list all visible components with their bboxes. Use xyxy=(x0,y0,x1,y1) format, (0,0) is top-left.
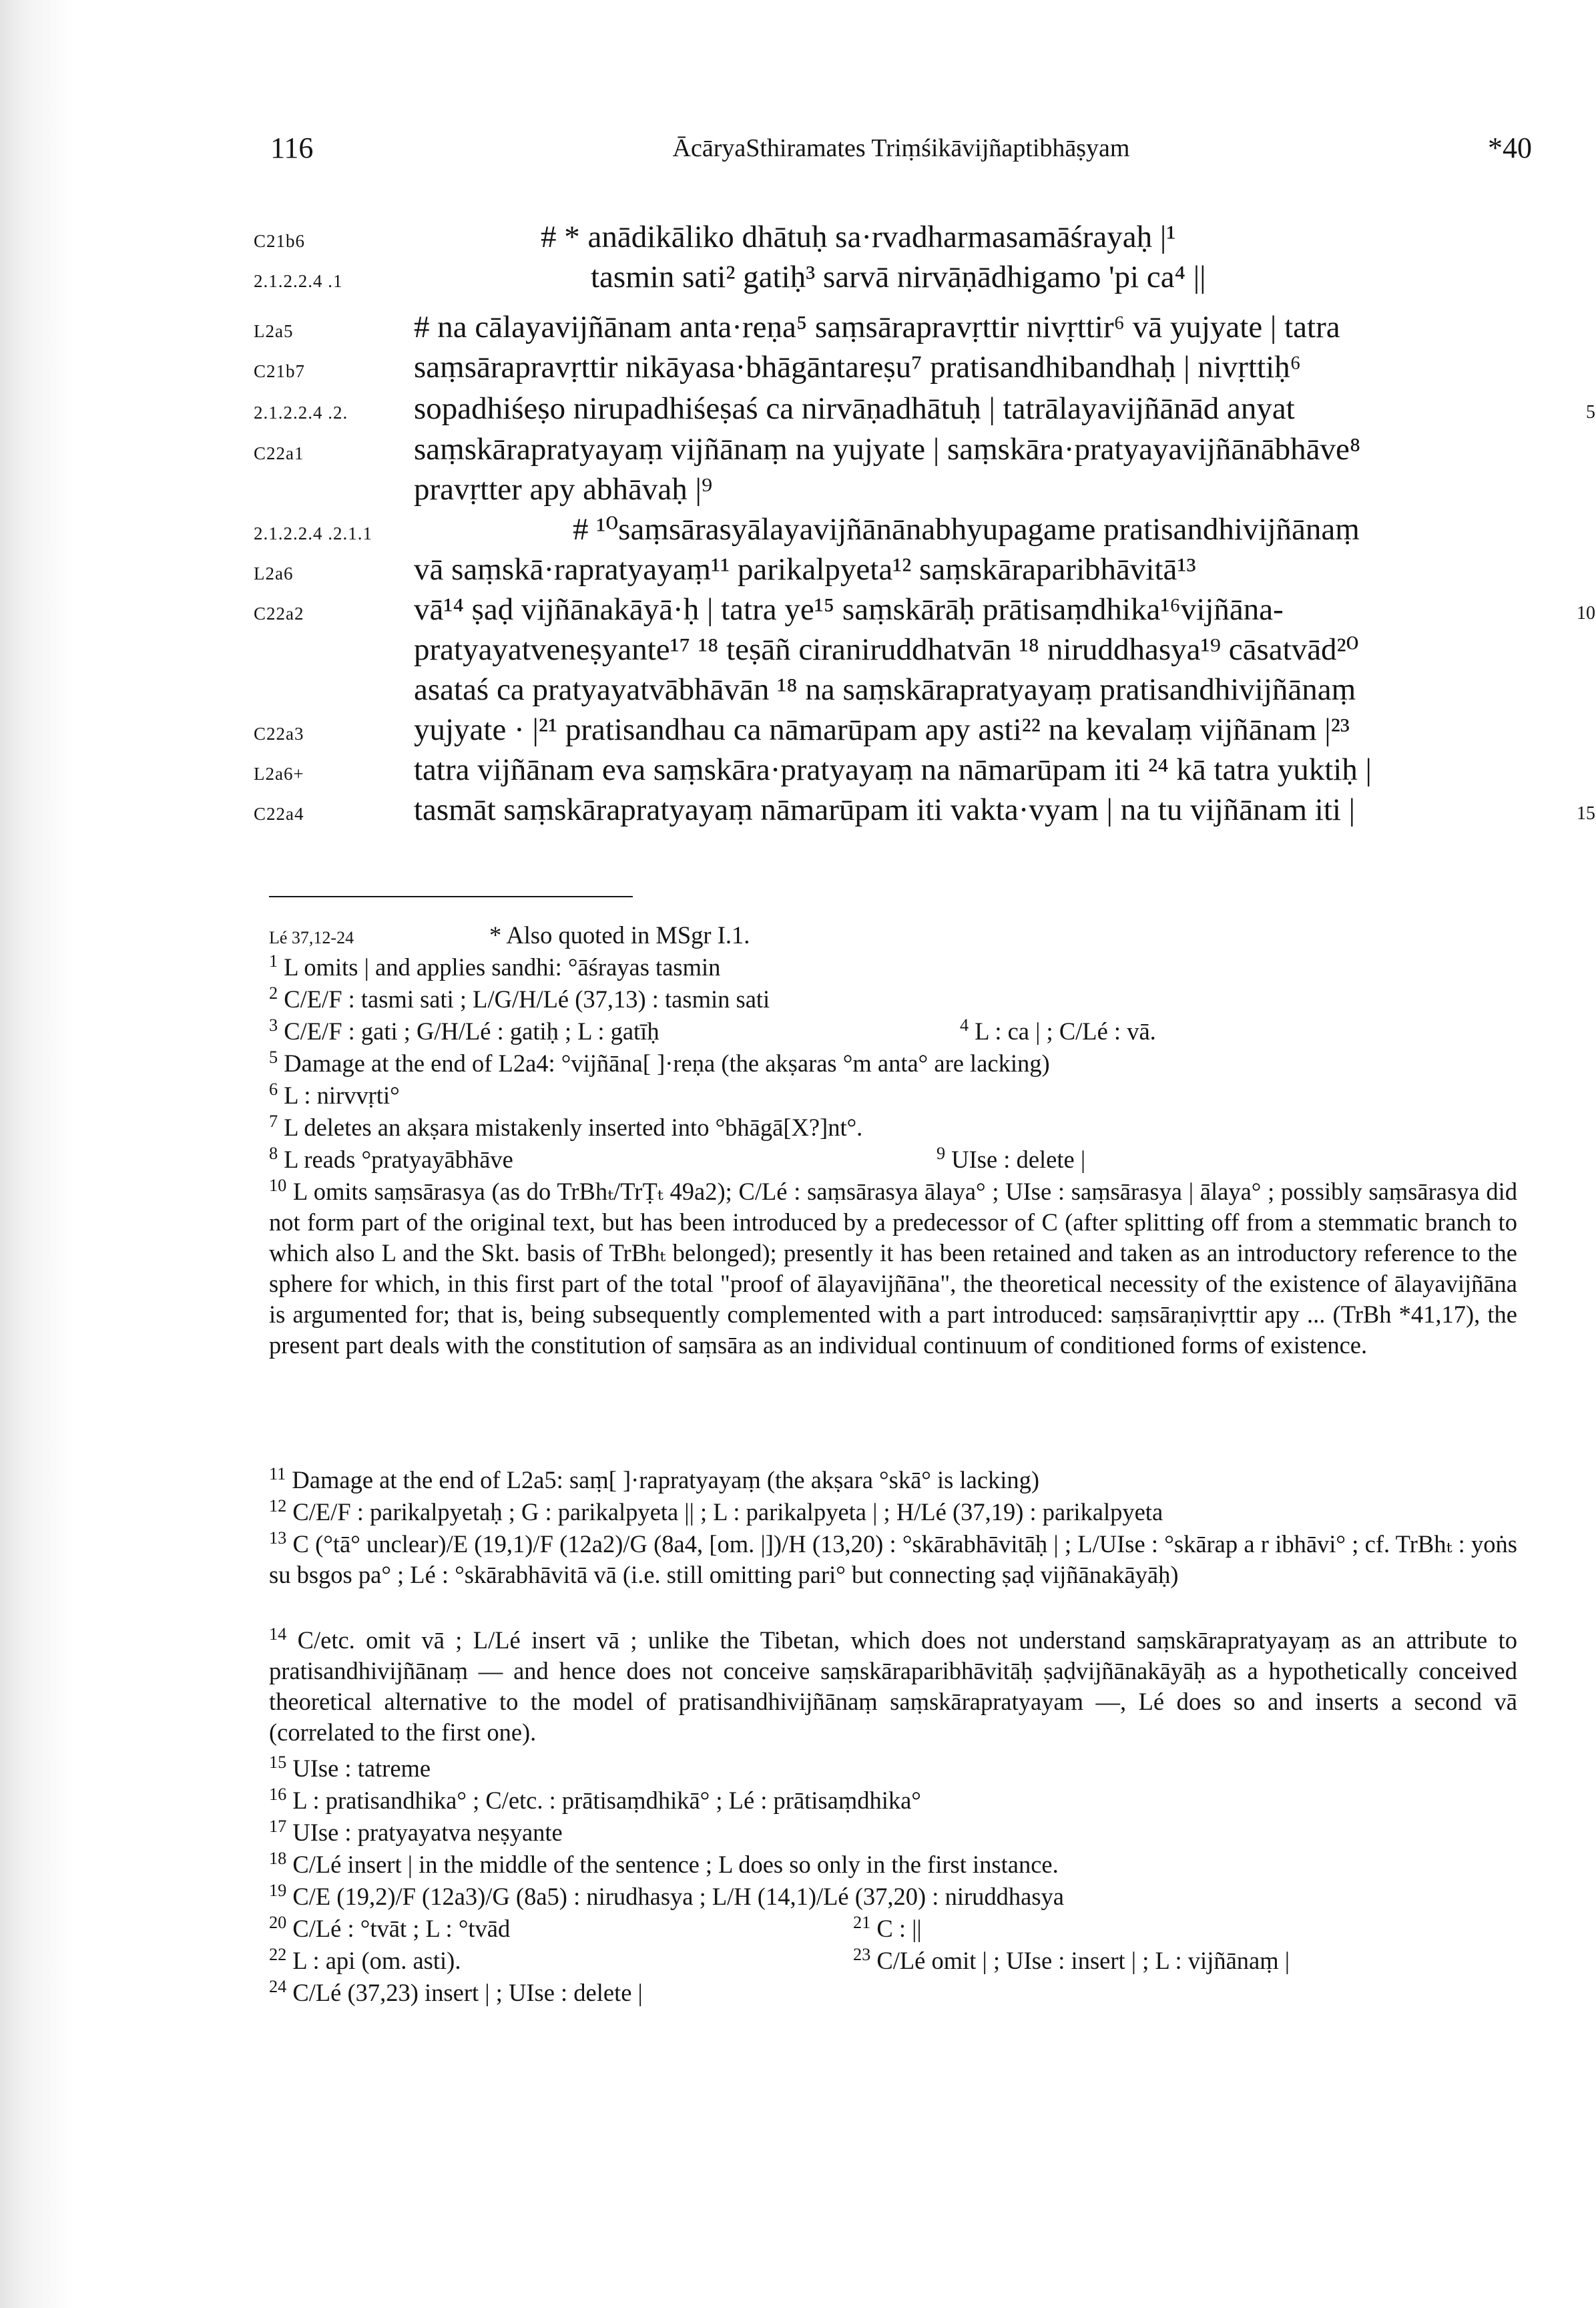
source-reference: Lé 37,12-24 xyxy=(269,928,354,947)
footnote-text: C/Lé (37,23) insert | ; UIse : delete | xyxy=(292,1979,643,2006)
footnote: $^7$ L deletes an akṣara mistakenly inserted into °bhāgā[X?]nt°. xyxy=(269,1111,863,1141)
line-text: vā¹⁴ ṣaḍ vijñānakāyā·ḥ | tatra ye¹⁵ saṃskārāḥ prātisaṃdhika¹⁶vijñāna- xyxy=(414,592,1284,627)
footnote-text: C/Lé : °tvāt ; L : °tvād xyxy=(292,1915,511,1942)
footnote: $^1$ L omits | and applies sandhi: °āśrayas tasmin xyxy=(269,951,721,981)
footnote-text: C/E/F : gati ; G/H/Lé : gatiḥ ; L : gatīḥ xyxy=(284,1017,659,1045)
footnote-source xyxy=(269,920,1517,953)
footnote: $^3$ C/E/F : gati ; G/H/Lé : gatiḥ ; L : gatīḥ $^4$ L : ca | ; C/Lé : vā. xyxy=(269,1016,1517,1047)
manuscript-ref: C22a3 xyxy=(254,724,304,744)
line-number: 10 xyxy=(1577,603,1595,624)
line-text: sopadhiśeṣo nirupadhiśeṣaś ca nirvāṇadhātuḥ | tatrālayavijñānād anyat xyxy=(414,391,1295,426)
line-number: 15 xyxy=(1577,803,1595,824)
folio-number: *40 xyxy=(1488,132,1532,164)
footnote-text: C/E/F : parikalpyetaḥ ; G : parikalpyeta || ; L : parikalpyeta | ; H/Lé (37,19) : parikalpyeta xyxy=(292,1498,1163,1526)
footnote-text: L reads °pratyayābhāve xyxy=(284,1146,513,1173)
line-text: yujyate · |²¹ pratisandhau ca nāmarūpam apy asti²² na kevalaṃ vijñānam |²³ xyxy=(414,712,1350,747)
line-text: # ¹⁰saṃsārasyālayavijñānānabhyupagame pratisandhivijñānaṃ xyxy=(573,512,1360,547)
footnote-text: L : nirvvṛti° xyxy=(284,1082,400,1109)
footnote-text: C (°tā° unclear)/E (19,1)/F (12a2)/G (8a4, [om. |])/H (13,20) : °skārabhāvitāḥ | ; L/UIse : °skārap a r ibhāvi° ; cf. TrBhₜ : yoṅs su bsgos pa° ; Lé : °skārabhāvitā vā (i.e. still omitting pari° but connecting ṣaḍ vijñānakāyāḥ) xyxy=(269,1530,1518,1588)
footnote: $^8$ L reads °pratyayābhāve $^9$ UIse : delete | xyxy=(269,1144,1517,1175)
manuscript-ref: C22a4 xyxy=(254,804,304,824)
page-number: 116 xyxy=(270,132,314,164)
text-line xyxy=(254,347,1555,387)
footnote: $^5$ Damage at the end of L2a4: °vijñāna[ ]·reṇa (the akṣaras °m anta° are lacking) xyxy=(269,1047,1050,1077)
footnote-text: L omits | and applies sandhi: °āśrayas tasmin xyxy=(284,953,721,981)
manuscript-ref: L2a6 xyxy=(254,563,294,584)
line-text: # * anādikāliko dhātuḥ sa·rvadharmasamāśrayaḥ |¹ xyxy=(541,220,1176,254)
line-text: saṃskārapratyayaṃ vijñānaṃ na yujyate | saṃskāra·pratyayavijñānābhāve⁸ xyxy=(414,432,1361,467)
text-line xyxy=(254,307,1555,347)
text-line xyxy=(254,257,1555,297)
footnote: $^{11}$ Damage at the end of L2a5: saṃ[ ]·rapratyayaṃ (the akṣara °skā° is lacking) xyxy=(269,1463,1040,1493)
footnote: $^{15}$ UIse : tatreme xyxy=(269,1752,431,1782)
line-text: tasmin sati² gatiḥ³ sarvā nirvāṇādhigamo 'pi ca⁴ || xyxy=(591,260,1206,294)
section-ref: 2.1.2.2.4 .2.1.1 xyxy=(254,523,372,543)
scan-shadow-edge xyxy=(0,0,73,2308)
footnote: $^{22}$ L : api (om. asti). $^{23}$ C/Lé omit | ; UIse : insert | ; L : vijñānaṃ | xyxy=(269,1945,1517,1976)
line-number: 5 xyxy=(1586,402,1595,423)
footnote: $^2$ C/E/F : tasmi sati ; L/G/H/Lé (37,13) : tasmin sati xyxy=(269,983,770,1013)
footnote-inline: $^{23}$ C/Lé omit | ; UIse : insert | ; L : vijñānaṃ | xyxy=(853,1944,1290,1974)
footnote-text: C : || xyxy=(876,1915,922,1942)
line-text: pratyayatveneṣyante¹⁷ ¹⁸ teṣāñ ciraniruddhatvān ¹⁸ niruddhasya¹⁹ cāsatvād²⁰ xyxy=(414,632,1359,667)
line-text: pravṛtter apy abhāvaḥ |⁹ xyxy=(414,472,713,507)
text-line xyxy=(254,509,1555,549)
footnote-inline: $^4$ L : ca | ; C/Lé : vā. xyxy=(960,1015,1156,1045)
section-ref: 2.1.2.2.4 .2. xyxy=(254,403,348,423)
footnote-text: Damage at the end of L2a5: saṃ[ ]·rapratyayaṃ (the akṣara °skā° is lacking) xyxy=(292,1466,1040,1493)
footnote-text: L deletes an akṣara mistakenly inserted into °bhāgā[X?]nt°. xyxy=(284,1114,863,1141)
footnote-text: UIse : delete | xyxy=(951,1146,1086,1173)
footnote-inline: $^{21}$ C : || xyxy=(853,1912,922,1942)
footnote-text: L omits saṃsārasya (as do TrBhₜ/TrṬₜ 49a2); C/Lé : saṃsārasya ālaya° ; UIse : saṃsārasya | ālaya° ; possibly saṃsārasya did not form part of the original text, but has been introduced by a predecessor of C (after splitting off from a stemmatic branch to which also L and the Skt. basis of TrBhₜ belonged); presently it has been retained and taken as an introductory reference to the sphere for which, in this first part of the total "proof of ālayavijñāna", the theoretical necessity of the existence of ālayavijñāna is argumented for; that is, being subsequently complemented with a part introduced: saṃsāraṇivṛttir apy ... (TrBh *41,17), the present part deals with the constitution of saṃsāra as an individual continuum of conditioned forms of existence. xyxy=(269,1178,1518,1359)
footnote: $^{19}$ C/E (19,2)/F (12a3)/G (8a5) : nirudhasya ; L/H (14,1)/Lé (37,20) : niruddhasya xyxy=(269,1880,1064,1910)
footnote: $^{24}$ C/Lé (37,23) insert | ; UIse : delete | xyxy=(269,1976,643,2006)
footnote: $^{10}$ L omits saṃsārasya (as do TrBhₜ/TrṬₜ 49a2); C/Lé : saṃsārasya ālaya° ; UIse : saṃsārasya | ālaya° ; possibly saṃsārasya did not form part of the original text, but has been introduced by a predecessor of C (after splitting off from a stemmatic branch to which also L and the Skt. basis of TrBhₜ belonged); presently it has been retained and taken as an introductory reference to the sphere for which, in this first part of the total "proof of ālayavijñāna", the theoretical necessity of the existence of ālayavijñāna is argumented for; that is, being subsequently complemented with a part introduced: saṃsāraṇivṛttir apy ... (TrBh *41,17), the present part deals with the constitution of saṃsāra as an individual continuum of conditioned forms of existence. xyxy=(269,1175,1518,1359)
running-head xyxy=(270,131,1532,178)
footnote: $^{20}$ C/Lé : °tvāt ; L : °tvād $^{21}$ C : || xyxy=(269,1913,1517,1944)
line-text: # na cālayavijñānam anta·reṇa⁵ saṃsārapravṛttir nivṛttir⁶ vā yujyate | tatra xyxy=(414,310,1340,344)
footnote-text: C/Lé insert | in the middle of the sentence ; L does so only in the first instance. xyxy=(292,1851,1059,1878)
text-line xyxy=(254,670,1555,710)
line-text: saṃsārapravṛttir nikāyasa·bhāgāntareṣu⁷ pratisandhibandhaḥ | nivṛttiḥ⁶ xyxy=(414,350,1302,385)
line-text: asataś ca pratyayatvābhāvān ¹⁸ na saṃskārapratyayaṃ pratisandhivijñānaṃ xyxy=(414,672,1356,707)
text-line xyxy=(254,590,1595,630)
footnote-text: L : ca | ; C/Lé : vā. xyxy=(975,1017,1156,1045)
manuscript-ref: C22a2 xyxy=(254,604,304,624)
text-line xyxy=(254,710,1555,750)
text-line xyxy=(254,429,1555,469)
footnote-text: UIse : pratyayatva neṣyante xyxy=(292,1819,563,1846)
manuscript-ref: C22a1 xyxy=(254,443,304,463)
text-line xyxy=(254,217,1555,257)
footnote: $^{14}$ C/etc. omit vā ; L/Lé insert vā ; unlike the Tibetan, which does not understand saṃskārapratyayaṃ as an attribute to pratisandhivijñānaṃ — and hence does not conceive saṃskāraparibhāvitāḥ ṣaḍvijñānakāyāḥ as a hypothetically conceived theoretical alternative to the model of pratisandhivijñānaṃ saṃskārapratyayam —, Lé does so and inserts a second vā (correlated to the first one). xyxy=(269,1624,1518,1746)
line-text: tatra vijñānam eva saṃskāra·pratyayaṃ na nāmarūpam iti ²⁴ kā tatra yuktiḥ | xyxy=(414,752,1372,787)
text-line xyxy=(254,469,1555,509)
footnote-text: C/E (19,2)/F (12a3)/G (8a5) : nirudhasya ; L/H (14,1)/Lé (37,20) : niruddhasya xyxy=(292,1883,1064,1910)
running-title: ĀcāryaSthiramates Triṃśikāvijñaptibhāṣyam xyxy=(672,134,1130,162)
footnote-text: C/E/F : tasmi sati ; L/G/H/Lé (37,13) : tasmin sati xyxy=(284,985,770,1013)
section-ref: 2.1.2.2.4 .1 xyxy=(254,271,343,291)
footnote-text: Damage at the end of L2a4: °vijñāna[ ]·reṇa (the akṣaras °m anta° are lacking) xyxy=(284,1050,1050,1077)
footnote: $^{12}$ C/E/F : parikalpyetaḥ ; G : parikalpyeta || ; L : parikalpyeta | ; H/Lé (37,19) : parikalpyeta xyxy=(269,1495,1163,1526)
text-line xyxy=(254,790,1595,830)
footnote-rule xyxy=(269,896,633,897)
text-line xyxy=(254,389,1595,429)
text-line xyxy=(254,750,1555,790)
manuscript-ref: L2a6+ xyxy=(254,764,304,784)
text-line xyxy=(254,549,1555,590)
text-line xyxy=(254,630,1555,670)
footnote: $^6$ L : nirvvṛti° xyxy=(269,1079,400,1109)
manuscript-ref: L2a5 xyxy=(254,321,294,341)
footnote: $^{17}$ UIse : pratyayatva neṣyante xyxy=(269,1816,563,1846)
footnote-inline: $^9$ UIse : delete | xyxy=(937,1143,1086,1173)
footnote-text: UIse : tatreme xyxy=(292,1755,431,1782)
footnote-text: L : api (om. asti). xyxy=(292,1947,461,1974)
manuscript-ref: C21b6 xyxy=(254,231,306,251)
manuscript-ref: C21b7 xyxy=(254,361,306,381)
footnote: $^{18}$ C/Lé insert | in the middle of the sentence ; L does so only in the first instance. xyxy=(269,1848,1059,1878)
star-note: * Also quoted in MSgr I.1. xyxy=(489,921,750,949)
footnote-text: L : pratisandhika° ; C/etc. : prātisaṃdhikā° ; Lé : prātisaṃdhika° xyxy=(292,1787,921,1814)
line-text: tasmāt saṃskārapratyayaṃ nāmarūpam iti vakta·vyam | na tu vijñānam iti | xyxy=(414,792,1356,827)
footnote-text: C/etc. omit vā ; L/Lé insert vā ; unlike the Tibetan, which does not understand saṃskārapratyayaṃ as an attribute to pratisandhivijñānaṃ — and hence does not conceive saṃskāraparibhāvitāḥ ṣaḍvijñānakāyāḥ as a hypothetically conceived theoretical alternative to the model of pratisandhivijñānaṃ saṃskārapratyayam —, Lé does so and inserts a second vā (correlated to the first one). xyxy=(269,1626,1518,1746)
footnote: $^{13}$ C (°tā° unclear)/E (19,1)/F (12a2)/G (8a4, [om. |])/H (13,20) : °skārabhāvitāḥ | ; L/UIse : °skārap a r ibhāvi° ; cf. TrBhₜ : yoṅs su bsgos pa° ; Lé : °skārabhāvitā vā (i.e. still omitting pari° but connecting ṣaḍ vijñānakāyāḥ) xyxy=(269,1528,1518,1588)
line-text: vā saṃskā·rapratyayaṃ¹¹ parikalpyeta¹² saṃskāraparibhāvitā¹³ xyxy=(414,552,1196,587)
footnote-text: C/Lé omit | ; UIse : insert | ; L : vijñānaṃ | xyxy=(876,1947,1290,1974)
footnote: $^{16}$ L : pratisandhika° ; C/etc. : prātisaṃdhikā° ; Lé : prātisaṃdhika° xyxy=(269,1784,921,1814)
